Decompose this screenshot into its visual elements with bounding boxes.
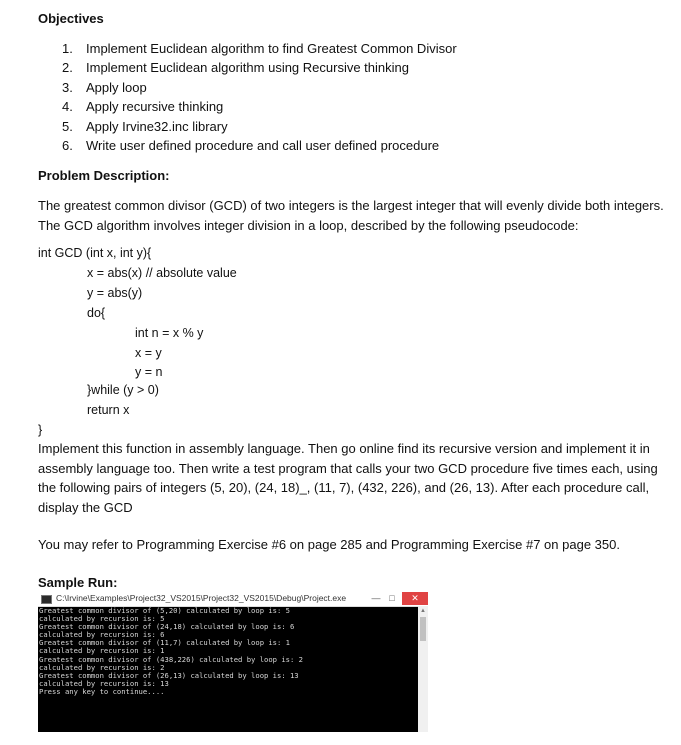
code-line: int GCD (int x, int y){ <box>38 246 152 260</box>
scroll-up-icon[interactable]: ▲ <box>420 608 426 614</box>
console-line: calculated by recursion is: 2 <box>39 662 165 672</box>
console-window <box>38 592 428 732</box>
problem-intro: The greatest common divisor (GCD) of two integers is the largest integer that will evenly divide both integers. The GCD algorithm involves integer division in a loop, described by the following pseudocode: <box>38 198 664 233</box>
code-line: int n = x % y <box>135 326 204 340</box>
problem-heading: Problem Description: <box>38 168 170 183</box>
code-line: y = abs(y) <box>87 286 143 300</box>
console-line: Press any key to continue.... <box>39 686 165 696</box>
console-titlebar <box>38 592 428 607</box>
code-line: }while (y > 0) <box>87 383 159 397</box>
console-line: calculated by recursion is: 1 <box>39 646 165 656</box>
problem-task: Implement this function in assembly language. Then go online find its recursive version and implement it in assembly language too. Then write a test program that calls your two GCD procedure five times each, using the following pairs of integers (5, 20), (24, 18)_, (11, 7), (432, 226), and (26, 13). After each procedure call, display the GCD <box>38 441 658 515</box>
console-line: Greatest common divisor of (438,226) calculated by loop is: 2 <box>39 654 303 664</box>
list-item-number: 1. <box>62 41 73 56</box>
list-item-text: Apply loop <box>86 80 147 95</box>
console-line: calculated by recursion is: 13 <box>39 678 169 688</box>
console-title: C:\Irvine\Examples\Project32_VS2015\Project32_VS2015\Debug\Project.exe <box>56 593 347 603</box>
list-item-number: 4. <box>62 99 73 114</box>
list-item-number: 2. <box>62 60 73 75</box>
maximize-button[interactable]: □ <box>389 593 395 603</box>
console-line: Greatest common divisor of (11,7) calculated by loop is: 1 <box>39 638 290 648</box>
code-line: return x <box>87 403 130 417</box>
code-line: x = y <box>135 346 162 360</box>
reference-note: You may refer to Programming Exercise #6 on page 285 and Programming Exercise #7 on page 350. <box>38 537 620 552</box>
objectives-heading: Objectives <box>38 11 104 26</box>
list-item-text: Apply Irvine32.inc library <box>86 119 228 134</box>
sample-run-heading: Sample Run: <box>38 575 118 590</box>
minimize-button[interactable]: — <box>371 593 381 603</box>
code-line: } <box>38 423 43 437</box>
scrollbar-thumb[interactable] <box>420 617 426 641</box>
console-line: Greatest common divisor of (5,20) calculated by loop is: 5 <box>39 606 290 615</box>
code-line: y = n <box>135 365 163 379</box>
console-line: Greatest common divisor of (26,13) calculated by loop is: 13 <box>39 670 299 680</box>
code-line: do{ <box>87 306 106 320</box>
list-item-number: 5. <box>62 119 73 134</box>
console-app-icon <box>41 595 52 604</box>
console-scrollbar[interactable] <box>418 606 428 732</box>
list-item-text: Write user defined procedure and call user defined procedure <box>86 138 440 153</box>
list-item-text: Implement Euclidean algorithm using Recursive thinking <box>86 60 409 75</box>
list-item-number: 6. <box>62 138 73 153</box>
console-line: Greatest common divisor of (24,18) calculated by loop is: 6 <box>39 622 295 632</box>
list-item-text: Apply recursive thinking <box>86 99 224 114</box>
close-button[interactable]: ✕ <box>402 592 428 605</box>
console-output <box>39 607 417 732</box>
console-line: calculated by recursion is: 5 <box>39 614 165 624</box>
code-line: x = abs(x) // absolute value <box>87 266 237 280</box>
list-item-text: Implement Euclidean algorithm to find Greatest Common Divisor <box>86 41 457 56</box>
list-item-number: 3. <box>62 80 73 95</box>
console-line: calculated by recursion is: 6 <box>39 630 165 640</box>
